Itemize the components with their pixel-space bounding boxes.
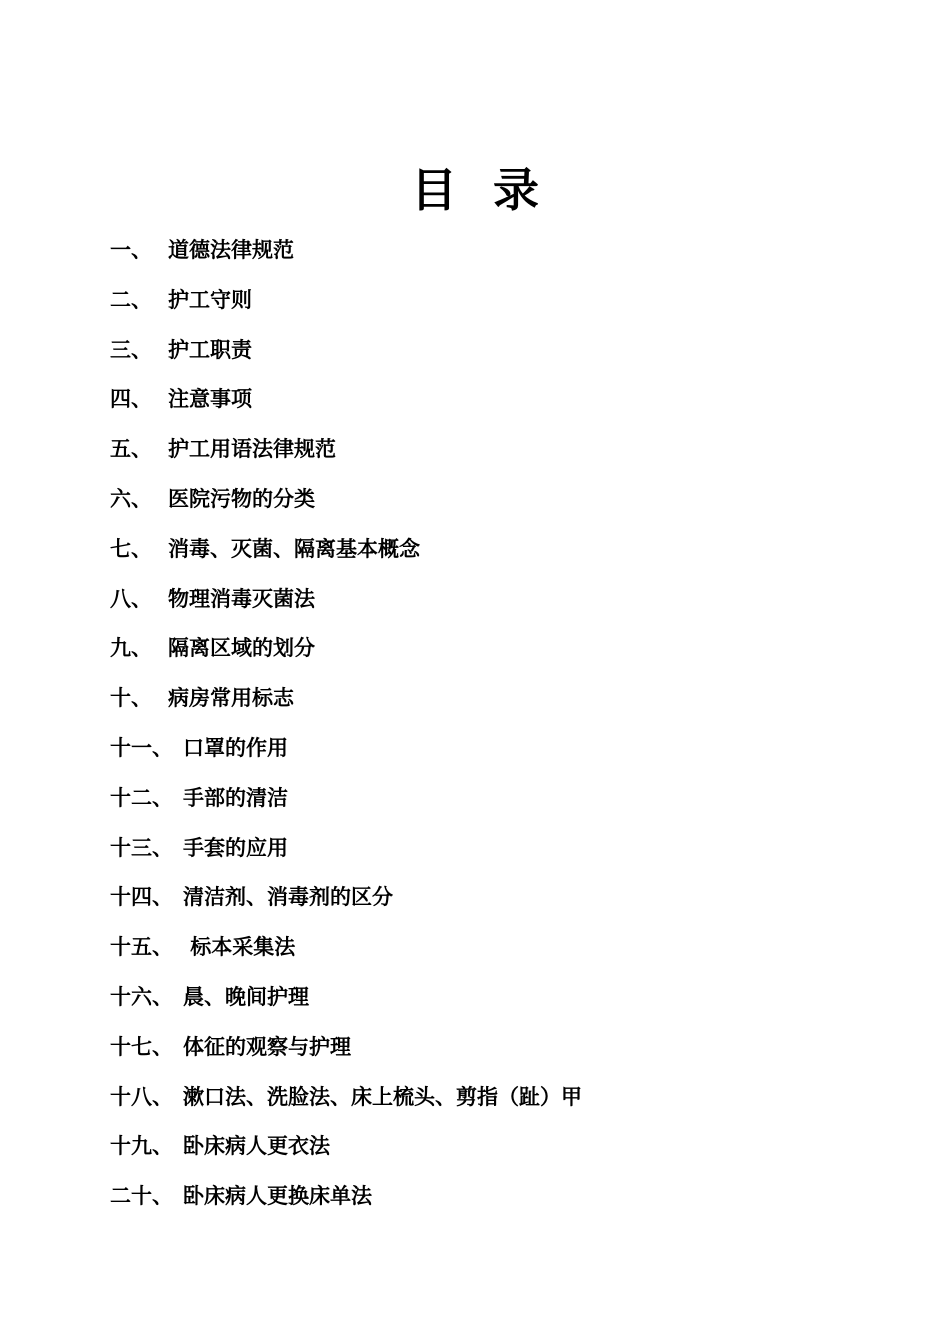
toc-item-number: 十七、 [110,1034,173,1059]
toc-item [110,829,870,879]
toc-item [110,1177,870,1227]
toc-item-label: 护工守则 [168,287,252,312]
toc-item [110,231,870,281]
toc-item-label: 卧床病人更衣法 [183,1134,330,1159]
toc-item [110,480,870,530]
toc-item [110,729,870,779]
toc-item-number: 七、 [110,536,152,561]
toc-item-number: 十六、 [110,984,173,1009]
toc-item-label: 护工用语法律规范 [168,437,336,462]
toc-item-number: 五、 [110,437,152,462]
toc-item-label: 口罩的作用 [183,735,288,760]
page-title: 目录 [411,163,575,217]
toc-item [110,1028,870,1078]
toc-item-number: 十二、 [110,785,173,810]
toc-item-label: 隔离区域的划分 [168,636,315,661]
toc-item [110,380,870,430]
toc-item-label: 消毒、灭菌、隔离基本概念 [168,536,420,561]
toc-item-number: 一、 [110,238,152,262]
toc-item [110,580,870,630]
toc-item-number: 十、 [110,686,152,711]
toc-item-label: 标本采集法 [183,935,296,960]
toc-item-number: 十五、 [110,935,173,960]
toc-item-label: 医院污物的分类 [168,486,315,511]
toc-item-number: 十九、 [110,1134,173,1159]
toc-item-number: 十一、 [110,735,173,760]
toc-item-number: 十八、 [110,1084,173,1109]
toc-item [110,430,870,480]
table-of-contents [110,231,870,1227]
toc-item [110,1078,870,1128]
toc-item-label: 手部的清洁 [183,785,288,810]
toc-item [110,1127,870,1177]
toc-item-number: 二十、 [110,1184,173,1209]
toc-item [110,331,870,381]
toc-item-number: 二、 [110,287,152,312]
toc-item-number: 十三、 [110,835,173,860]
toc-item-number: 八、 [110,586,152,611]
toc-item-label: 物理消毒灭菌法 [168,586,315,611]
toc-item [110,978,870,1028]
toc-item-number: 四、 [110,387,152,412]
toc-item-number: 三、 [110,337,152,362]
toc-item-number: 九、 [110,636,152,661]
toc-item-label: 护工职责 [168,337,252,362]
toc-item-label: 病房常用标志 [168,686,294,711]
toc-item-number: 十四、 [110,885,173,910]
toc-item-label: 道德法律规范 [168,238,294,262]
toc-item [110,679,870,729]
toc-item-label: 漱口法、洗脸法、床上梳头、剪指（趾）甲 [183,1084,582,1109]
toc-item [110,629,870,679]
toc-item [110,928,870,978]
toc-item-label: 注意事项 [168,387,252,412]
toc-item-number: 六、 [110,486,152,511]
toc-item-label: 清洁剂、消毒剂的区分 [183,885,393,910]
toc-item-label: 手套的应用 [183,835,288,860]
toc-item-label: 晨、晚间护理 [183,984,309,1009]
toc-item [110,779,870,829]
toc-item [110,281,870,331]
toc-item-label: 卧床病人更换床单法 [183,1184,372,1209]
toc-item [110,878,870,928]
toc-item-label: 体征的观察与护理 [183,1034,351,1059]
toc-item [110,530,870,580]
